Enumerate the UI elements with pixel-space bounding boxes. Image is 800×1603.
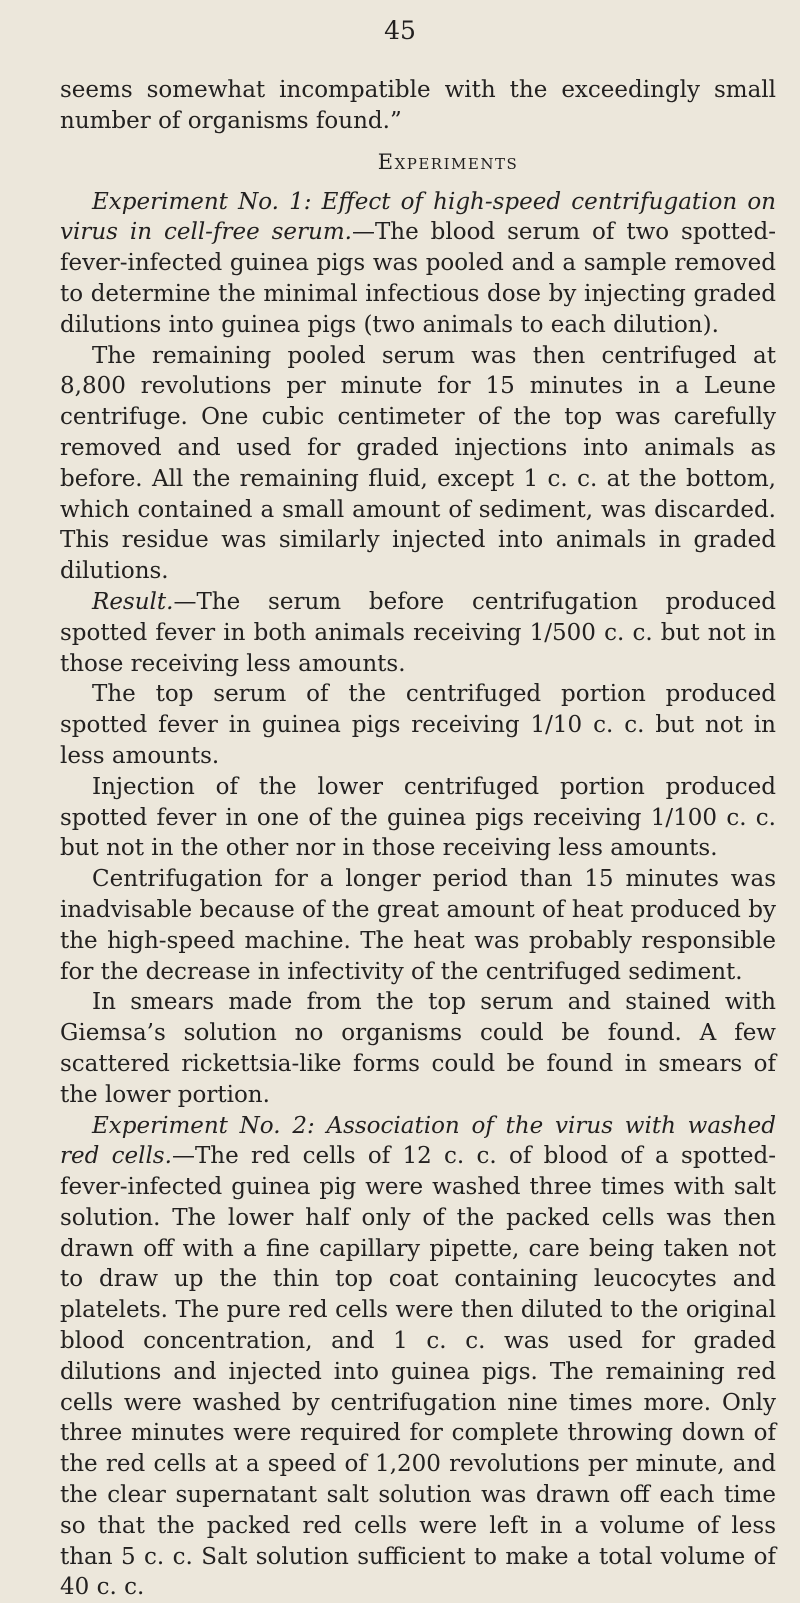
section-heading: Experiments <box>60 143 776 181</box>
experiment-1-smears: In smears made from the top serum and stained with Giemsa’s solution no organisms could be found. A few scattered rickettsia-like forms could be found in smears of the lower portion. <box>60 987 776 1110</box>
result-text: —The serum before centrifugation produced spotted fever in both animals receiving 1/500 c. c. but not in those receiving less amounts. <box>60 589 776 677</box>
experiment-1-lower-portion: Injection of the lower centrifuged portion produced spotted fever in one of the guinea pigs receiving 1/100 c. c. but not in the other nor in those receiving less amounts. <box>60 772 776 864</box>
experiment-1-result <box>60 587 776 679</box>
result-label: Result. <box>92 589 173 615</box>
experiment-1-title: Experiment No. 1: Effect of high-speed centrifugation on virus in cell-free serum. <box>60 189 776 246</box>
experiment-1-paragraph <box>60 187 776 341</box>
experiment-2-paragraph <box>60 1111 776 1603</box>
page-number: 45 <box>0 16 800 46</box>
continued-paragraph: seems somewhat incompatible with the exceedingly small number of organisms found.” <box>60 75 776 137</box>
experiment-1-centrifugation-note: Centrifugation for a longer period than 15 minutes was inadvisable because of the great amount of heat produced by the high-speed machine. The heat was probably responsible for the decrease in infectivity of the centrifuged sediment. <box>60 864 776 987</box>
experiment-1-procedure: The remaining pooled serum was then centrifuged at 8,800 revolutions per minute for 15 minutes in a Leune centrifuge. One cubic centimeter of the top was carefully removed and used for graded injections into animals as before. All the remaining fluid, except 1 c. c. at the bottom, which contained a small amount of sediment, was discarded. This residue was similarly injected into animals in graded dilutions. <box>60 341 776 587</box>
experiment-2-title: Experiment No. 2: Association of the virus with washed red cells. <box>60 1113 776 1170</box>
experiment-1-top-serum: The top serum of the centrifuged portion produced spotted fever in guinea pigs receiving 1/10 c. c. but not in less amounts. <box>60 679 776 771</box>
experiment-1-text: —The blood serum of two spotted-fever-infected guinea pigs was pooled and a sample removed to determine the minimal infectious dose by injecting graded dilutions into guinea pigs (two animals to each dilution). <box>60 219 776 337</box>
page-content <box>60 75 776 1603</box>
experiment-2-text: —The red cells of 12 c. c. of blood of a spotted-fever-infected guinea pig were washed three times with salt solution. The lower half only of the packed cells was then drawn off with a fine capillary pipette, care being taken not to draw up the thin top coat containing leucocytes and platelets. The pure red cells were then diluted to the original blood concentration, and 1 c. c. was used for graded dilutions and injected into guinea pigs. The remaining red cells were washed by centrifugation nine times more. Only three minutes were required for complete throwing down of the red cells at a speed of 1,200 revolutions per minute, and the clear supernatant salt solution was drawn off each time so that the packed red cells were left in a volume of less than 5 c. c. Salt solution sufficient to make a total volume of 40 c. c. <box>60 1143 776 1600</box>
